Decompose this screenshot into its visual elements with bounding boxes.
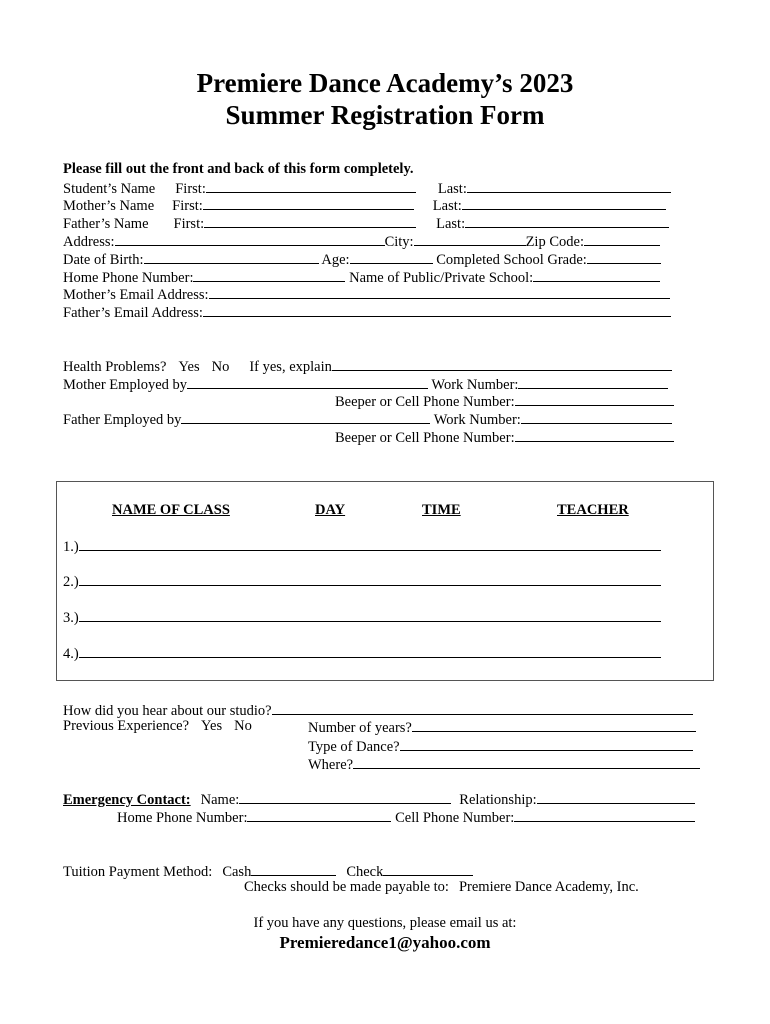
mother-email-row: [63, 285, 670, 304]
payee: Premiere Dance Academy, Inc.: [458, 879, 639, 895]
dob-label: Date of Birth:: [63, 252, 144, 268]
mother-employed-label: Mother Employed by: [63, 377, 188, 393]
address-field[interactable]: [115, 232, 385, 246]
type-label: Type of Dance?: [308, 739, 400, 755]
father-last-field[interactable]: [465, 214, 669, 228]
class-row-1: [63, 537, 661, 556]
header-day: DAY: [315, 502, 346, 518]
father-first-label: First:: [173, 216, 205, 232]
header-time: TIME: [422, 502, 461, 518]
payable-label: Checks should be made payable to:: [244, 879, 449, 895]
health-explain-field[interactable]: [332, 357, 672, 371]
experience-no[interactable]: No: [234, 718, 252, 734]
experience-row: [63, 718, 252, 735]
city-field[interactable]: [414, 232, 526, 246]
type-field[interactable]: [400, 737, 693, 751]
mother-cell-field[interactable]: [515, 392, 674, 406]
student-last-label: Last:: [437, 181, 467, 197]
mother-work-label: Work Number:: [431, 377, 519, 393]
experience-label: Previous Experience?: [63, 718, 190, 734]
years-label: Number of years?: [308, 720, 412, 736]
mother-label: Mother’s Name: [63, 198, 155, 214]
emergency-home-label: Home Phone Number:: [117, 810, 248, 826]
father-name-row: [63, 214, 669, 233]
tuition-check-field[interactable]: [383, 862, 473, 876]
class-row-number: 1.): [63, 539, 79, 555]
form-title-line2: Summer Registration Form: [225, 100, 545, 130]
home-phone-label: Home Phone Number:: [63, 270, 194, 286]
address-label: Address:: [63, 234, 115, 250]
emergency-cell-field[interactable]: [514, 808, 695, 822]
father-employed-row: [63, 410, 672, 429]
where-row: [308, 755, 700, 774]
student-last-field[interactable]: [467, 179, 671, 193]
city-label: City:: [384, 234, 414, 250]
student-first-field[interactable]: [206, 179, 416, 193]
father-email-field[interactable]: [203, 303, 671, 317]
emergency-name-label: Name:: [200, 792, 240, 808]
mother-cell-label: Beeper or Cell Phone Number:: [335, 394, 515, 410]
class-row-field[interactable]: [79, 608, 661, 622]
father-employed-label: Father Employed by: [63, 412, 182, 428]
questions-text: If you have any questions, please email us at:: [253, 915, 517, 931]
relationship-field[interactable]: [537, 790, 695, 804]
class-row-3: [63, 608, 661, 627]
health-yes[interactable]: Yes: [178, 359, 200, 375]
mother-cell-row: [335, 392, 674, 411]
emergency-label: Emergency Contact:: [63, 792, 191, 808]
student-first-label: First:: [175, 181, 206, 197]
zip-label: Zip Code:: [525, 234, 584, 250]
father-cell-label: Beeper or Cell Phone Number:: [335, 430, 515, 446]
form-title-line1: Premiere Dance Academy’s 2023: [196, 68, 574, 98]
father-label: Father’s Name: [63, 216, 149, 232]
grade-label: Completed School Grade:: [436, 252, 587, 268]
father-email-label: Father’s Email Address:: [63, 305, 203, 321]
class-row-number: 2.): [63, 574, 79, 590]
class-row-2: [63, 572, 661, 591]
dob-field[interactable]: [144, 250, 319, 264]
father-first-field[interactable]: [204, 214, 416, 228]
health-explain-label: If yes, explain: [249, 359, 332, 375]
father-work-field[interactable]: [521, 410, 672, 424]
mother-employed-field[interactable]: [187, 375, 428, 389]
mother-first-field[interactable]: [203, 196, 414, 210]
payable-row: [244, 879, 639, 896]
mother-work-field[interactable]: [518, 375, 668, 389]
mother-last-label: Last:: [432, 198, 462, 214]
school-label: Name of Public/Private School:: [349, 270, 534, 286]
experience-yes[interactable]: Yes: [201, 718, 223, 734]
emergency-row: [63, 790, 695, 809]
header-teacher: TEACHER: [557, 502, 629, 518]
where-field[interactable]: [353, 755, 700, 769]
header-name-of-class: NAME OF CLASS: [112, 502, 230, 518]
emergency-cell-label: Cell Phone Number:: [395, 810, 515, 826]
dob-row: [63, 250, 661, 269]
zip-field[interactable]: [584, 232, 660, 246]
relationship-label: Relationship:: [459, 792, 537, 808]
school-field[interactable]: [533, 268, 660, 282]
tuition-check-label: Check: [346, 864, 384, 880]
class-row-field[interactable]: [79, 537, 661, 551]
years-field[interactable]: [412, 718, 696, 732]
class-row-4: [63, 644, 661, 663]
emergency-phone-row: [117, 808, 695, 827]
hear-field[interactable]: [272, 701, 693, 715]
type-row: [308, 737, 693, 756]
class-row-number: 3.): [63, 610, 79, 626]
age-field[interactable]: [350, 250, 433, 264]
contact-email[interactable]: Premieredance1@yahoo.com: [279, 933, 491, 952]
years-row: [308, 718, 696, 737]
mother-email-label: Mother’s Email Address:: [63, 287, 209, 303]
health-no[interactable]: No: [211, 359, 230, 375]
father-work-label: Work Number:: [433, 412, 521, 428]
father-cell-row: [335, 428, 674, 447]
tuition-cash-label: Cash: [222, 864, 252, 880]
mother-name-row: [63, 196, 666, 215]
age-label: Age:: [321, 252, 350, 268]
emergency-name-field[interactable]: [239, 790, 451, 804]
class-row-number: 4.): [63, 646, 79, 662]
health-label: Health Problems?: [63, 359, 167, 375]
father-employed-field[interactable]: [181, 410, 430, 424]
mother-email-field[interactable]: [209, 285, 670, 299]
student-label: Student’s Name: [63, 181, 156, 197]
mother-last-field[interactable]: [462, 196, 666, 210]
tuition-cash-field[interactable]: [251, 862, 336, 876]
father-last-label: Last:: [436, 216, 466, 232]
grade-field[interactable]: [587, 250, 661, 264]
father-cell-field[interactable]: [515, 428, 674, 442]
where-label: Where?: [308, 757, 354, 773]
class-row-field[interactable]: [79, 644, 661, 658]
father-email-row: [63, 303, 671, 322]
health-row: [63, 357, 672, 376]
tuition-label: Tuition Payment Method:: [63, 864, 213, 880]
hear-label: How did you hear about our studio?: [63, 703, 272, 719]
home-phone-field[interactable]: [193, 268, 345, 282]
emergency-home-field[interactable]: [247, 808, 391, 822]
address-row: [63, 232, 660, 251]
class-row-field[interactable]: [79, 572, 661, 586]
instructions: Please fill out the front and back of this form completely.: [63, 161, 414, 177]
mother-first-label: First:: [172, 198, 203, 214]
